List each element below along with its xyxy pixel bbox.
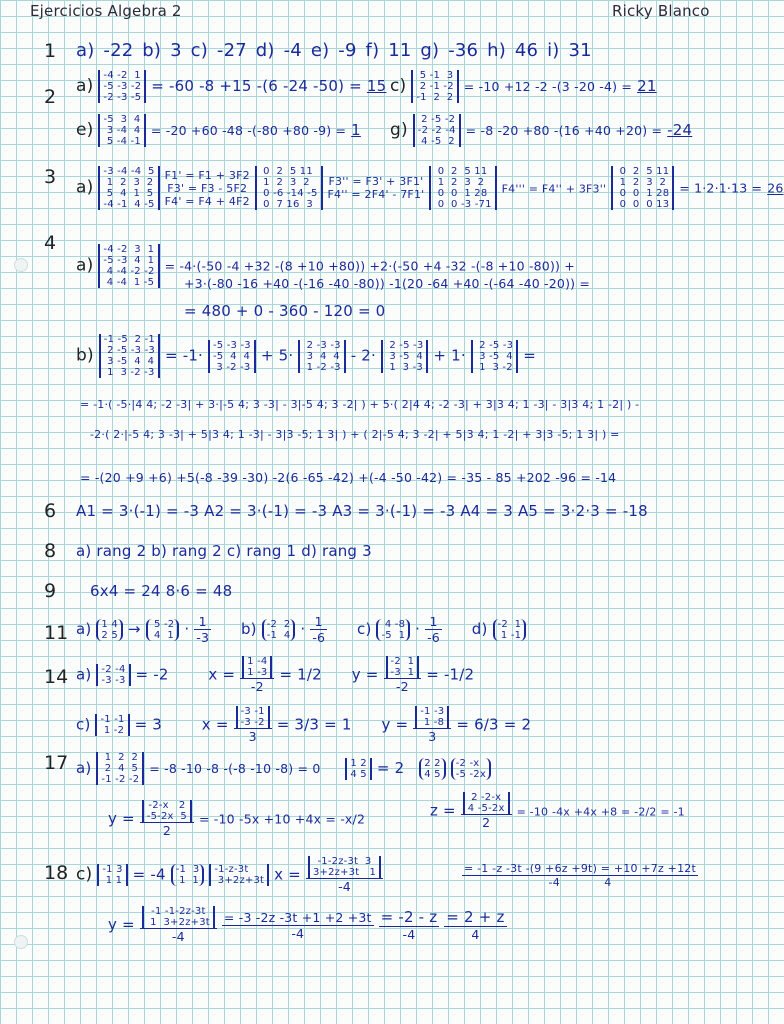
ex17-y bbox=[108, 800, 365, 838]
ex4-a-line2: +3·(-80 -16 +40 -(-16 -40 -80)) -1(20 -64 +40 -(-64 -40 -20)) = bbox=[184, 276, 591, 291]
part-label: c) bbox=[76, 864, 93, 885]
row-op: F4''' = F4'' + 3F3'' bbox=[501, 182, 607, 196]
coefficient: + 5· bbox=[260, 346, 294, 365]
ex4-part-b: b) -1 -5 2 -1 2 -5 -3 -3 3 -5 4 4 1 3 -2 -3 = -1· -5 -3 -3 -5 4 4 3 -2 -3 + 5· 2 -3 -3 3 4 4 1 -2 -3 - 2· 2 -5 -3 3 -5 4 1 3 -3 + 1· 2 -5 -3 3 -5 4 1 3 -2 = bbox=[76, 334, 536, 378]
matrix: -2 -x -5 -2x bbox=[451, 758, 491, 780]
exercise-number: 8 bbox=[44, 540, 57, 562]
ex4-a-line3: = 480 + 0 - 360 - 120 = 0 bbox=[184, 302, 386, 320]
row-ops: F1' = F1 + 3F2 F3' = F3 - 5F2 F4' = F4 + 4F2 bbox=[164, 168, 250, 208]
result: = 6/3 = 2 bbox=[456, 715, 532, 734]
part-label: a) bbox=[76, 255, 94, 276]
ex18-y bbox=[108, 906, 507, 944]
matrix: 1 2 4 5 bbox=[345, 758, 372, 780]
matrix: -2 -4 -3 -3 bbox=[96, 664, 130, 686]
variable-label: y = bbox=[381, 715, 409, 734]
equation: = -60 -8 +15 -(6 -24 -50) = bbox=[151, 77, 362, 95]
fraction: -3 -1 -3 -2 3 bbox=[234, 706, 272, 744]
matrix: 1 4 2 5 bbox=[96, 619, 123, 641]
fraction: 1 -4 1 -3 -2 bbox=[240, 656, 274, 694]
ex2-part-a bbox=[76, 70, 386, 103]
exercise-number: 9 bbox=[44, 580, 57, 602]
equation: = -4 bbox=[132, 865, 166, 884]
part-label: b) bbox=[76, 345, 94, 366]
exercise-number: 17 bbox=[44, 752, 69, 774]
exercise-number: 4 bbox=[44, 232, 57, 254]
exercise-number: 11 bbox=[44, 622, 69, 644]
fraction: -1 -1-2z-3t 1 3+2z+3t -4 bbox=[140, 906, 217, 944]
part-label: d) bbox=[471, 620, 488, 638]
result: 26 bbox=[767, 180, 784, 196]
matrix: -3 -4 -4 5 1 2 3 2 5 4 1 5 -4 -1 4 -5 bbox=[98, 166, 159, 210]
equation: = -8 -20 +80 -(16 +40 +20) = bbox=[465, 123, 663, 138]
author-name: Ricky Blanco bbox=[612, 2, 710, 20]
ex8-answers: a) rang 2 b) rang 2 c) rang 1 d) rang 3 bbox=[76, 542, 372, 560]
ex2-part-g bbox=[390, 114, 692, 147]
ex4-b-line4: = -(20 +9 +6) +5(-8 -39 -30) -2(6 -65 -42) +(-4 -50 -42) = -35 - 85 +202 -96 = -14 bbox=[80, 470, 617, 485]
exercise-number: 18 bbox=[44, 862, 69, 884]
fraction: -2 1 -3 1 -2 bbox=[384, 656, 422, 694]
ex6-answers: A1 = 3·(-1) = -3 A2 = 3·(-1) = -3 A3 = 3·(-1) = -3 A4 = 3 A5 = 3·2·3 = -18 bbox=[76, 502, 648, 520]
exercise-number: 6 bbox=[44, 500, 57, 522]
matrix: 2 -5 -2 -2 -2 -4 4 -5 2 bbox=[413, 114, 461, 147]
fraction: -2-x 2 -5-2x 5 2 bbox=[140, 800, 194, 838]
variable-label: y = bbox=[351, 665, 379, 684]
variable-label: x = bbox=[201, 715, 229, 734]
matrix: -2 1 1 -1 bbox=[493, 619, 527, 641]
worksheet-title: Ejercicios Algebra 2 bbox=[30, 2, 182, 20]
equation: = -4·(-50 -4 +32 -(8 +10 +80)) +2·(-50 +4 -32 -(-8 +10 -80)) + bbox=[164, 258, 575, 274]
exercise-number: 3 bbox=[44, 166, 57, 188]
result: = 3/3 = 1 bbox=[276, 715, 352, 734]
part-label: a) bbox=[76, 665, 92, 684]
matrix: 5 -1 3 2 -1 -2 -1 2 2 bbox=[411, 70, 458, 103]
equation: = 2 bbox=[376, 759, 405, 777]
part-label: a) bbox=[76, 759, 92, 777]
ex3-part-a bbox=[76, 166, 784, 210]
part-label: b) bbox=[240, 620, 257, 638]
ex2-part-c bbox=[390, 70, 657, 103]
ex17-part-a bbox=[76, 752, 491, 785]
matrix: -5 -3 -3 -5 4 4 3 -2 -3 bbox=[208, 340, 256, 373]
coefficient: = -1· bbox=[164, 346, 204, 365]
result: -24 bbox=[667, 121, 693, 139]
matrix: 0 2 5 11 1 2 3 2 0 0 1 28 0 0 0 13 bbox=[611, 166, 674, 210]
fraction: $\frac{1}{-6}$ bbox=[312, 614, 326, 645]
variable-label: x = bbox=[208, 665, 236, 684]
equation: = -20 +60 -48 -(-80 +80 -9) = bbox=[150, 123, 347, 138]
result: = -10 -5x +10 +4x = -x/2 bbox=[198, 811, 366, 827]
result: 21 bbox=[637, 77, 657, 95]
matrix: 2 2 4 5 bbox=[419, 758, 446, 780]
ex9-answers: 6x4 = 24 8·6 = 48 bbox=[90, 582, 233, 600]
matrix: 2 -5 -3 3 -5 4 1 3 -2 bbox=[471, 340, 518, 373]
result: = -10 -4x +4x +8 = -2/2 = -1 bbox=[516, 805, 685, 819]
matrix: 4 -8 -5 1 bbox=[376, 619, 410, 641]
ex4-b-line3: -2·( 2·|-5 4; 3 -3| + 5|3 4; 1 -3| - 3|3 -5; 1 3| ) + ( 2|-5 4; 3 -2| + 5|3 4; 1 -2| + 3|3 -5; 1 3| ) = bbox=[90, 428, 620, 441]
matrix: -4 -2 3 1 -5 -3 4 1 4 -4 -2 -2 4 -4 1 -5 bbox=[98, 244, 159, 288]
part-label: e) bbox=[76, 120, 94, 140]
equation: = -2 bbox=[135, 665, 169, 684]
binder-hole bbox=[14, 258, 28, 272]
exercise-number: 14 bbox=[44, 666, 69, 688]
result: = -1/2 bbox=[426, 665, 475, 684]
equation: = 3 bbox=[134, 715, 163, 734]
matrix: 0 2 5 11 1 2 3 2 0 0 1 28 0 0 -3 -71 bbox=[429, 166, 496, 210]
result: 1 bbox=[351, 121, 361, 139]
matrix: -1 3 1 1 bbox=[97, 864, 127, 886]
matrix: -4 -2 1 -5 -3 -2 -2 -3 -5 bbox=[98, 70, 146, 103]
matrix: -1 3 1 1 bbox=[171, 864, 205, 886]
matrix: -1-z-3t 3+2z+3t bbox=[209, 864, 269, 886]
fraction: $\frac{= 2 + z}{4}$ bbox=[446, 908, 505, 942]
matrix: 2 -3 -3 3 4 4 1 -2 -3 bbox=[298, 340, 345, 373]
fraction: $\frac{1}{-3}$ bbox=[196, 614, 210, 645]
result: 15 bbox=[366, 77, 387, 95]
ex14-part-c bbox=[76, 706, 531, 744]
ex17-z bbox=[430, 792, 685, 830]
variable-label: y = bbox=[108, 915, 135, 934]
part-label: a) bbox=[76, 620, 92, 638]
fraction: $\frac{= -3 -2z -3t +1 +2 +3t}{-4}$ bbox=[223, 909, 372, 941]
matrix: -1 -5 2 -1 2 -5 -3 -3 3 -5 4 4 1 3 -2 -3 bbox=[99, 334, 160, 378]
exercise-number: 1 bbox=[44, 40, 57, 62]
equation: = -8 -10 -8 -(-8 -10 -8) = 0 bbox=[149, 761, 321, 776]
equation: = -10 +12 -2 -(3 -20 -4) = bbox=[463, 79, 633, 94]
coefficient: - 2· bbox=[350, 346, 376, 365]
matrix: -2 2 -1 4 bbox=[262, 619, 296, 641]
coefficient: + 1· bbox=[433, 346, 466, 365]
part-label: a) bbox=[76, 76, 94, 96]
ex4-b-line2: = -1·( -5·|4 4; -2 -3| + 3·|-5 4; 3 -3| - 3|-5 4; 3 -2| ) + 5·( 2|4 4; -2 -3| + 3|3 4; 1 -3| - 3|3 4; 1 -2| ) - bbox=[80, 398, 640, 411]
ex18-part-c bbox=[76, 856, 383, 894]
fraction: $\frac{1}{-6}$ bbox=[427, 614, 440, 645]
matrix: 5 -2 4 1 bbox=[146, 619, 180, 641]
part-label: c) bbox=[357, 620, 372, 638]
fraction: $\frac{= -2 - z}{-4}$ bbox=[380, 908, 438, 942]
matrix: -1 -1 1 -2 bbox=[95, 714, 129, 736]
variable-label: y = bbox=[108, 809, 135, 828]
exercise-number: 2 bbox=[44, 86, 57, 108]
matrix: 0 2 5 11 1 2 3 2 0 -6 -14 -5 0 7 16 3 bbox=[255, 166, 323, 210]
ex14-part-a bbox=[76, 656, 474, 694]
ex18-x-result: $\frac{= -1 -z -3t -(9 +6z +9t) = +10 +7z +12t}{-4 4}$ bbox=[464, 862, 696, 889]
part-label: c) bbox=[390, 76, 407, 96]
equation: = 1·2·1·13 = bbox=[679, 180, 763, 196]
ex2-part-e bbox=[76, 114, 361, 147]
variable-label: z = bbox=[430, 801, 456, 820]
matrix: 2 -5 -3 3 -5 4 1 3 -3 bbox=[381, 340, 428, 373]
matrix: 1 2 2 2 4 5 -1 -2 -2 bbox=[96, 752, 144, 785]
fraction: -1 -3 1 -8 3 bbox=[413, 706, 451, 744]
row-ops: F3'' = F3' + 3F1' F4'' = 2F4' - 7F1' bbox=[327, 175, 425, 201]
part-label: g) bbox=[390, 120, 408, 140]
fraction: 2 -2-x 4 -5-2x 2 bbox=[461, 792, 512, 830]
part-label: a) bbox=[76, 177, 94, 198]
matrix: -5 3 4 3 -4 4 5 -4 -1 bbox=[98, 114, 145, 147]
ex1-answers: a) -22 b) 3 c) -27 d) -4 e) -9 f) 11 g) -36 h) 46 i) 31 bbox=[76, 40, 592, 61]
binder-hole bbox=[14, 935, 28, 949]
part-label: c) bbox=[76, 715, 91, 734]
arrow-icon: → bbox=[127, 620, 141, 638]
variable-label: x = bbox=[274, 865, 301, 884]
fraction: -1-2z-3t 3 3+2z+3t 1 -4 bbox=[306, 856, 383, 894]
ex11-answers: a) 1 4 2 5 → 5 -2 4 1 · $\frac{1}{-3}$ b) -2 2 -1 4 · $\frac{1}{-6}$ c) 4 -8 -5 1 · $\frac{1}{-6}$ d) -2 1 1 -1 bbox=[76, 614, 526, 645]
result: = 1/2 bbox=[279, 665, 322, 684]
